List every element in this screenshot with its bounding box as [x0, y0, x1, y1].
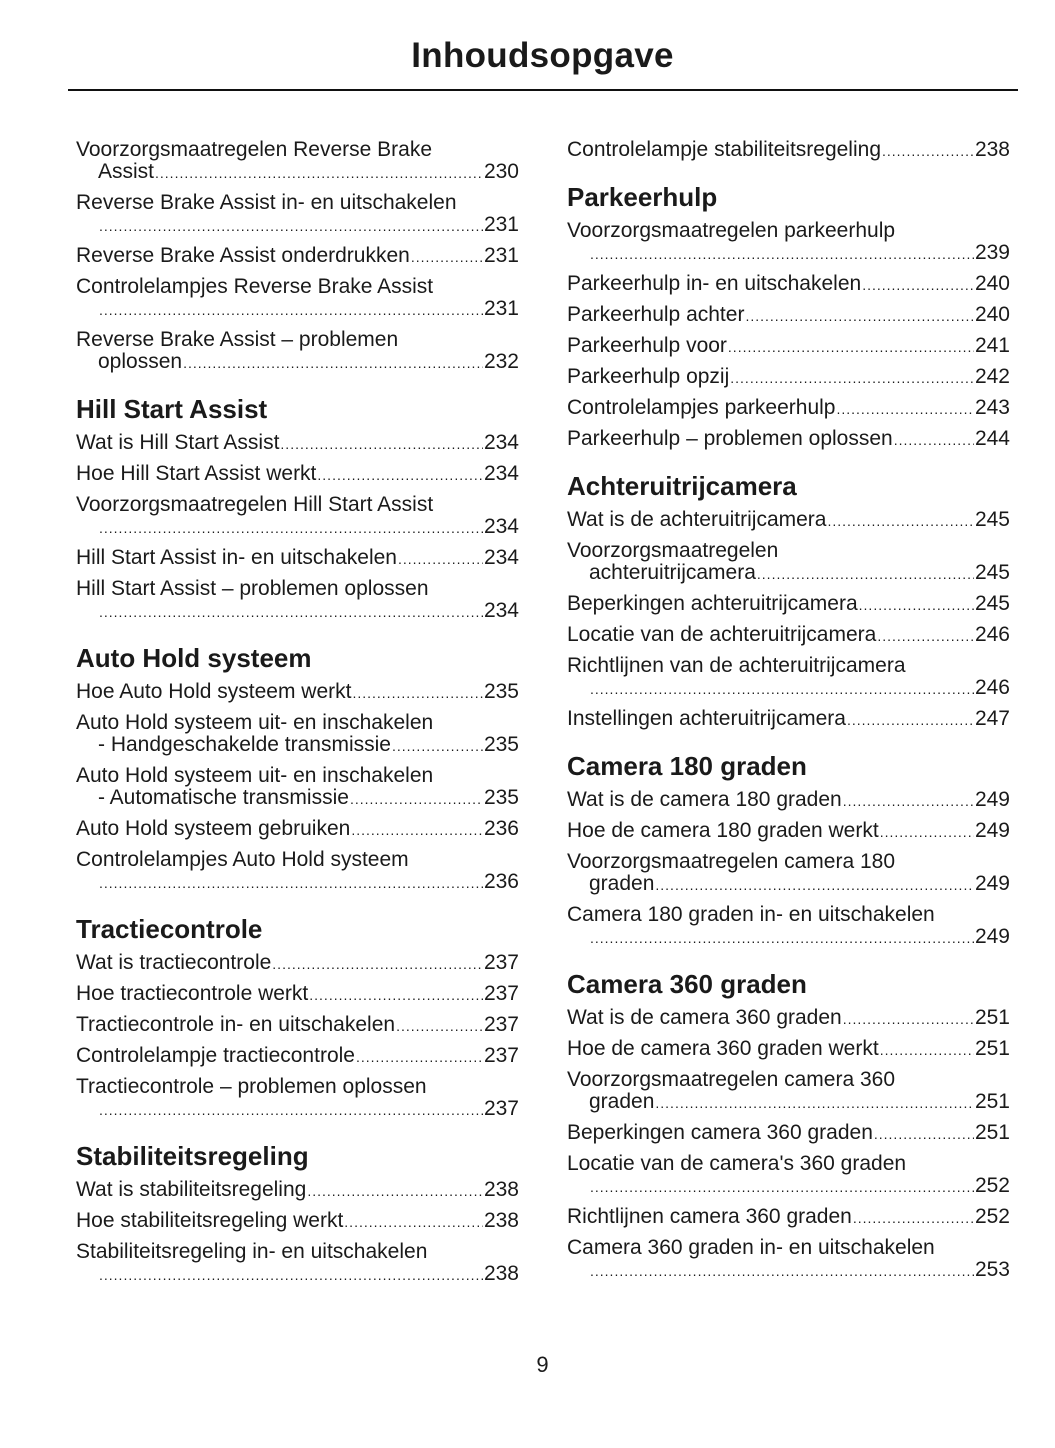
dot-leader: [411, 246, 483, 268]
entry-line-continued: [76, 787, 519, 810]
entry-page: 240: [974, 303, 1010, 326]
dot-leader: [99, 601, 483, 623]
toc-entry[interactable]: [76, 952, 519, 975]
entry-line-continued: [567, 873, 1010, 896]
entry-page: 236: [483, 817, 519, 840]
entry-line: [567, 593, 1010, 616]
dot-leader: [843, 1008, 974, 1030]
dot-leader: [853, 1207, 974, 1229]
entry-title: Voorzorgsmaatregelen Reverse Brake: [76, 138, 433, 161]
toc-entry[interactable]: [76, 712, 519, 757]
dot-leader: [99, 1264, 483, 1286]
dot-leader: [847, 709, 974, 731]
toc-entry[interactable]: [567, 366, 1010, 389]
entry-title: Reverse Brake Assist onderdrukken: [76, 244, 410, 267]
entry-title: Wat is Hill Start Assist: [76, 431, 280, 454]
entry-title: Wat is de camera 180 graden: [567, 788, 842, 811]
toc-entry[interactable]: [567, 540, 1010, 585]
entry-page: 249: [974, 819, 1010, 842]
page-number: 9: [536, 1352, 549, 1377]
entry-page: 242: [974, 365, 1010, 388]
entry-page: 249: [974, 788, 1010, 811]
dot-leader: [344, 1211, 483, 1233]
entry-line: [76, 578, 519, 600]
dot-leader: [272, 953, 483, 975]
entry-line: [76, 494, 519, 516]
entry-title: Camera 180 graden in- en uitschakelen: [567, 903, 935, 926]
dot-leader: [655, 874, 974, 896]
entry-line-continued: [567, 1091, 1010, 1114]
entry-page: 245: [974, 561, 1010, 584]
entry-title: Parkeerhulp – problemen oplossen: [567, 427, 893, 450]
section-heading: Tractiecontrole: [76, 914, 263, 944]
toc-entry[interactable]: [76, 1014, 519, 1037]
toc-entry[interactable]: [76, 276, 519, 321]
toc-entry[interactable]: [567, 851, 1010, 896]
dot-leader: [894, 429, 974, 451]
entry-title-continued: Assist: [98, 160, 155, 183]
toc-entry[interactable]: [567, 428, 1010, 451]
toc-entry[interactable]: [567, 1122, 1010, 1145]
entry-line: [76, 712, 519, 734]
entry-title: Hill Start Assist – problemen oplossen: [76, 577, 429, 600]
dot-leader: [836, 398, 973, 420]
entry-title: Controlelampjes parkeerhulp: [567, 396, 836, 419]
dot-leader: [396, 1015, 483, 1037]
page-title: Inhoudsopgave: [411, 36, 674, 75]
toc-entry[interactable]: [76, 494, 519, 539]
entry-page: 240: [974, 272, 1010, 295]
entry-line-continued: [567, 677, 1010, 700]
dot-leader: [880, 1039, 974, 1061]
entry-title: Hill Start Assist in- en uitschakelen: [76, 546, 397, 569]
entry-line: [567, 509, 1010, 532]
entry-page: 237: [483, 1013, 519, 1036]
entry-page: 251: [974, 1006, 1010, 1029]
toc-entry[interactable]: [567, 820, 1010, 843]
entry-title: Parkeerhulp opzij: [567, 365, 730, 388]
entry-title: Parkeerhulp in- en uitschakelen: [567, 272, 862, 295]
toc-entry[interactable]: [567, 397, 1010, 420]
entry-line: [567, 1122, 1010, 1145]
entry-title: Richtlijnen camera 360 graden: [567, 1205, 852, 1228]
entry-title: Stabiliteitsregeling in- en uitschakelen: [76, 1240, 428, 1263]
entry-page: 251: [974, 1090, 1010, 1113]
dot-leader: [351, 819, 483, 841]
toc-entry[interactable]: [567, 1206, 1010, 1229]
entry-page: 231: [483, 297, 519, 320]
section-heading: Stabiliteitsregeling: [76, 1141, 309, 1171]
entry-title: Auto Hold systeem gebruiken: [76, 817, 351, 840]
entry-line: [567, 1007, 1010, 1030]
entry-title-continued: graden: [589, 1090, 655, 1113]
entry-line: [76, 765, 519, 787]
entry-title: Tractiecontrole in- en uitschakelen: [76, 1013, 396, 1036]
entry-line: [567, 540, 1010, 562]
entry-title: Tractiecontrole – problemen oplossen: [76, 1075, 427, 1098]
entry-line-continued: [567, 242, 1010, 265]
entry-page: 236: [483, 870, 519, 893]
entry-title: Auto Hold systeem uit- en inschakelen: [76, 764, 434, 787]
entry-page: 238: [483, 1178, 519, 1201]
dot-leader: [730, 367, 974, 389]
section-heading: Camera 180 graden: [567, 751, 807, 781]
entry-title: Parkeerhulp voor: [567, 334, 727, 357]
entry-line: [76, 849, 519, 871]
entry-line: [76, 139, 519, 161]
toc-entry[interactable]: [76, 463, 519, 486]
toc-entry[interactable]: [76, 1076, 519, 1121]
entry-line: [567, 397, 1010, 420]
toc-entry[interactable]: [76, 849, 519, 894]
entry-line: [76, 1076, 519, 1098]
entry-page: 245: [974, 592, 1010, 615]
entry-page: 237: [483, 982, 519, 1005]
entry-title: Reverse Brake Assist in- en uitschakelen: [76, 191, 457, 214]
entry-title: Auto Hold systeem uit- en inschakelen: [76, 711, 434, 734]
entry-title: Voorzorgsmaatregelen camera 180: [567, 850, 896, 873]
entry-line: [567, 1237, 1010, 1259]
entry-line: [76, 1179, 519, 1202]
entry-title: Voorzorgsmaatregelen Hill Start Assist: [76, 493, 434, 516]
dot-leader: [99, 517, 483, 539]
entry-title: Wat is stabiliteitsregeling: [76, 1178, 307, 1201]
entry-title: Reverse Brake Assist – problemen: [76, 328, 399, 351]
section-heading: Auto Hold systeem: [76, 643, 312, 673]
entry-page: 251: [974, 1037, 1010, 1060]
entry-page: 249: [974, 872, 1010, 895]
dot-leader: [655, 1092, 974, 1114]
entry-page: 252: [974, 1205, 1010, 1228]
toc-entry[interactable]: [567, 1007, 1010, 1030]
toc-entry[interactable]: [76, 765, 519, 810]
entry-title-continued: - Automatische transmissie: [98, 786, 349, 809]
toc-entry[interactable]: [567, 304, 1010, 327]
dot-leader: [398, 548, 483, 570]
entry-title-continued: achteruitrijcamera: [589, 561, 756, 584]
dot-leader: [882, 140, 974, 162]
title-divider: [68, 89, 1018, 91]
toc-entry[interactable]: [567, 1153, 1010, 1198]
entry-title: Wat is de camera 360 graden: [567, 1006, 842, 1029]
toc-entry[interactable]: [567, 509, 1010, 532]
section-heading: Parkeerhulp: [567, 182, 718, 212]
entry-page: 237: [483, 1044, 519, 1067]
entry-title: Beperkingen camera 360 graden: [567, 1121, 873, 1144]
entry-page: 247: [974, 707, 1010, 730]
entry-page: 243: [974, 396, 1010, 419]
entry-page: 249: [974, 925, 1010, 948]
toc-entry[interactable]: [567, 1069, 1010, 1114]
entry-page: 234: [483, 515, 519, 538]
entry-line-continued: [76, 734, 519, 757]
toc-entry[interactable]: [76, 192, 519, 237]
entry-page: 235: [483, 680, 519, 703]
entry-line-continued: [76, 600, 519, 623]
toc-entry[interactable]: [567, 139, 1010, 162]
toc-column-right: [567, 139, 1010, 1290]
entry-line: [567, 1153, 1010, 1175]
dot-leader: [827, 510, 973, 532]
entry-title: Controlelampje stabiliteitsregeling: [567, 138, 881, 161]
dot-leader: [99, 872, 483, 894]
entry-title: Hoe stabiliteitsregeling werkt: [76, 1209, 344, 1232]
entry-title: Hoe tractiecontrole werkt: [76, 982, 309, 1005]
entry-page: 235: [483, 786, 519, 809]
entry-line: [76, 1014, 519, 1037]
dot-leader: [392, 735, 483, 757]
toc-entry[interactable]: [76, 818, 519, 841]
toc-entry[interactable]: [76, 432, 519, 455]
dot-leader: [352, 682, 483, 704]
entry-title: Parkeerhulp achter: [567, 303, 745, 326]
toc-entry[interactable]: [76, 139, 519, 184]
entry-line: [567, 904, 1010, 926]
entry-title: Voorzorgsmaatregelen camera 360: [567, 1068, 896, 1091]
entry-page: 234: [483, 462, 519, 485]
dot-leader: [843, 790, 974, 812]
toc-entry[interactable]: [567, 1237, 1010, 1282]
entry-line: [76, 463, 519, 486]
dot-leader: [356, 1046, 483, 1068]
entry-page: 239: [974, 241, 1010, 264]
entry-title: Wat is tractiecontrole: [76, 951, 272, 974]
dot-leader: [317, 464, 483, 486]
entry-title: Hoe de camera 180 graden werkt: [567, 819, 879, 842]
entry-title: Instellingen achteruitrijcamera: [567, 707, 846, 730]
entry-title: Hoe Auto Hold systeem werkt: [76, 680, 352, 703]
entry-line: [76, 276, 519, 298]
entry-line-continued: [567, 562, 1010, 585]
entry-line-continued: [76, 516, 519, 539]
entry-line-continued: [76, 1098, 519, 1121]
entry-line-continued: [76, 871, 519, 894]
entry-page: 234: [483, 546, 519, 569]
entry-line: [567, 304, 1010, 327]
entry-line: [567, 273, 1010, 296]
toc-entry[interactable]: [76, 329, 519, 374]
section-heading: Camera 360 graden: [567, 969, 807, 999]
entry-page: 238: [483, 1262, 519, 1285]
dot-leader: [859, 594, 974, 616]
entry-page: 237: [483, 1097, 519, 1120]
dot-leader: [728, 336, 974, 358]
entry-title-continued: graden: [589, 872, 655, 895]
entry-line-continued: [567, 926, 1010, 949]
entry-line: [567, 220, 1010, 242]
entry-page: 237: [483, 951, 519, 974]
entry-title: Controlelampjes Auto Hold systeem: [76, 848, 409, 871]
entry-title: Locatie van de camera's 360 graden: [567, 1152, 907, 1175]
section-heading: Hill Start Assist: [76, 394, 268, 424]
dot-leader: [99, 215, 483, 237]
dot-leader: [350, 788, 483, 810]
dot-leader: [309, 984, 483, 1006]
toc-entry[interactable]: [567, 904, 1010, 949]
dot-leader: [874, 1123, 974, 1145]
entry-title-continued: oplossen: [98, 350, 183, 373]
entry-line: [76, 681, 519, 704]
entry-title-continued: - Handgeschakelde transmissie: [98, 733, 391, 756]
toc-entry[interactable]: [567, 655, 1010, 700]
toc-entry[interactable]: [76, 983, 519, 1006]
entry-line: [567, 624, 1010, 647]
entry-line: [567, 335, 1010, 358]
entry-line: [567, 1206, 1010, 1229]
entry-line-continued: [76, 161, 519, 184]
dot-leader: [877, 625, 974, 647]
entry-line: [567, 820, 1010, 843]
entry-line: [567, 1038, 1010, 1061]
entry-line-continued: [76, 351, 519, 374]
toc-entry[interactable]: [76, 1210, 519, 1233]
entry-line-continued: [76, 214, 519, 237]
entry-line-continued: [76, 1263, 519, 1286]
entry-title: Locatie van de achteruitrijcamera: [567, 623, 877, 646]
dot-leader: [590, 1260, 974, 1282]
entry-line: [76, 1210, 519, 1233]
entry-page: 234: [483, 431, 519, 454]
dot-leader: [99, 299, 483, 321]
entry-title: Wat is de achteruitrijcamera: [567, 508, 827, 531]
dot-leader: [590, 927, 974, 949]
dot-leader: [183, 352, 483, 374]
entry-line: [76, 1241, 519, 1263]
entry-page: 235: [483, 733, 519, 756]
section-heading: Achteruitrijcamera: [567, 471, 797, 501]
entry-page: 234: [483, 599, 519, 622]
dot-leader: [757, 563, 974, 585]
toc-entry[interactable]: [76, 578, 519, 623]
toc-entry[interactable]: [76, 1179, 519, 1202]
entry-line: [567, 428, 1010, 451]
entry-title: Beperkingen achteruitrijcamera: [567, 592, 858, 615]
entry-line: [76, 432, 519, 455]
toc-entry[interactable]: [567, 789, 1010, 812]
entry-page: 238: [483, 1209, 519, 1232]
toc-entry[interactable]: [567, 708, 1010, 731]
toc-entry[interactable]: [567, 335, 1010, 358]
dot-leader: [590, 678, 974, 700]
entry-line: [76, 952, 519, 975]
dot-leader: [155, 162, 483, 184]
toc-entry[interactable]: [76, 547, 519, 570]
entry-page: 238: [974, 138, 1010, 161]
entry-line-continued: [567, 1259, 1010, 1282]
entry-page: 231: [483, 213, 519, 236]
entry-line: [567, 708, 1010, 731]
entry-title: Hoe de camera 360 graden werkt: [567, 1037, 879, 1060]
dot-leader: [862, 274, 974, 296]
entry-title: Voorzorgsmaatregelen parkeerhulp: [567, 219, 896, 242]
entry-page: 246: [974, 623, 1010, 646]
entry-line: [76, 1045, 519, 1068]
entry-line: [76, 547, 519, 570]
entry-page: 251: [974, 1121, 1010, 1144]
toc-column-left: [76, 139, 519, 1294]
entry-line: [567, 655, 1010, 677]
entry-line-continued: [567, 1175, 1010, 1198]
entry-page: 245: [974, 508, 1010, 531]
toc-entry[interactable]: [567, 1038, 1010, 1061]
entry-page: 232: [483, 350, 519, 373]
entry-title: Controlelampje tractiecontrole: [76, 1044, 355, 1067]
entry-line-continued: [76, 298, 519, 321]
entry-page: 246: [974, 676, 1010, 699]
entry-title: Richtlijnen van de achteruitrijcamera: [567, 654, 906, 677]
entry-line: [76, 245, 519, 268]
entry-title: Voorzorgsmaatregelen: [567, 539, 779, 562]
toc-entry[interactable]: [567, 273, 1010, 296]
entry-page: 252: [974, 1174, 1010, 1197]
entry-line: [567, 789, 1010, 812]
entry-page: 230: [483, 160, 519, 183]
entry-line: [567, 139, 1010, 162]
entry-title: Camera 360 graden in- en uitschakelen: [567, 1236, 935, 1259]
toc-entry[interactable]: [567, 593, 1010, 616]
dot-leader: [880, 821, 974, 843]
entry-line: [76, 192, 519, 214]
entry-line: [567, 366, 1010, 389]
dot-leader: [590, 243, 974, 265]
entry-title: Hoe Hill Start Assist werkt: [76, 462, 317, 485]
dot-leader: [590, 1176, 974, 1198]
entry-line: [76, 329, 519, 351]
dot-leader: [280, 433, 483, 455]
dot-leader: [99, 1099, 483, 1121]
toc-entry[interactable]: [567, 624, 1010, 647]
toc-entry[interactable]: [567, 220, 1010, 265]
toc-entry[interactable]: [76, 1241, 519, 1286]
entry-page: 253: [974, 1258, 1010, 1281]
entry-title: Controlelampjes Reverse Brake Assist: [76, 275, 434, 298]
toc-entry[interactable]: [76, 1045, 519, 1068]
entry-line: [567, 851, 1010, 873]
entry-page: 231: [483, 244, 519, 267]
dot-leader: [745, 305, 974, 327]
entry-line: [76, 818, 519, 841]
toc-entry[interactable]: [76, 681, 519, 704]
entry-page: 244: [974, 427, 1010, 450]
entry-line: [76, 983, 519, 1006]
entry-page: 241: [974, 334, 1010, 357]
entry-line: [567, 1069, 1010, 1091]
dot-leader: [307, 1180, 483, 1202]
toc-entry[interactable]: [76, 245, 519, 268]
